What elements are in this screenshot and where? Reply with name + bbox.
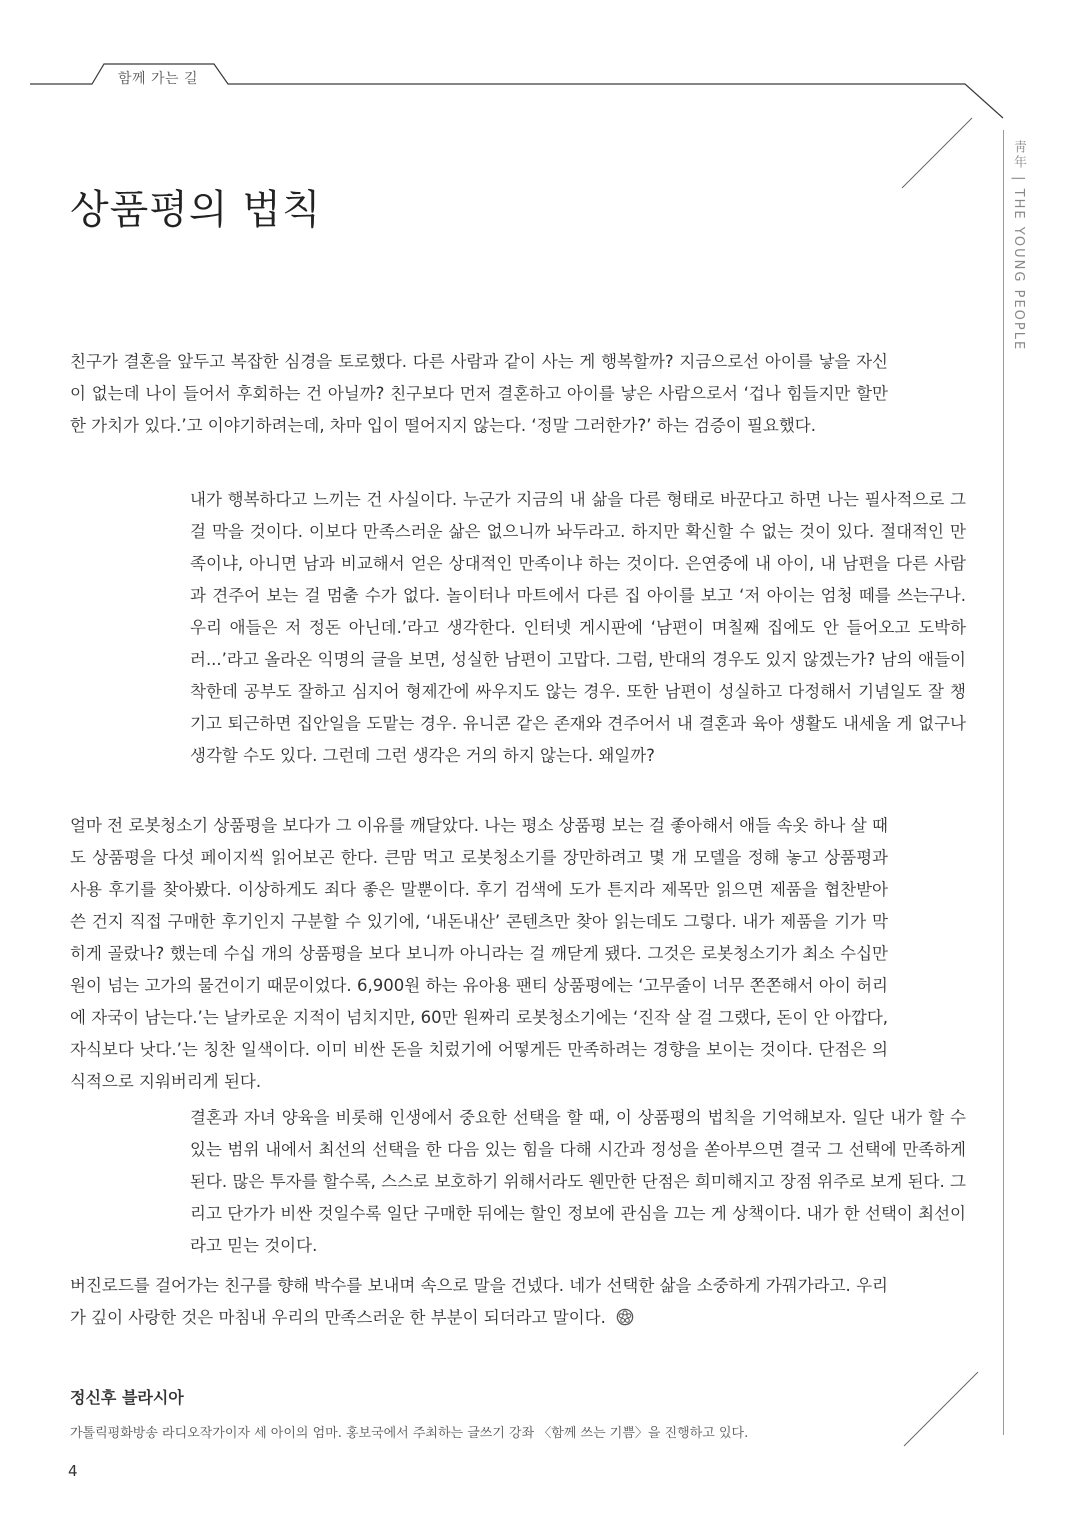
article-title: 상품평의 법칙 <box>70 187 322 233</box>
closing-text: 버진로드를 걸어가는 친구를 향해 박수를 보내며 속으로 말을 건넸다. 네가 선택한 삶을 소중하게 가꿔가라고. 우리가 깊이 사랑한 것은 마침내 우리의 만족스러운 한 부분이 되더라고 말이다. <box>70 1276 888 1327</box>
end-mark-icon <box>616 1308 634 1326</box>
body-paragraph-3 <box>70 1270 888 1334</box>
author-name: 정신후 블라시아 <box>70 1388 184 1407</box>
indented-paragraph-1: 내가 행복하다고 느끼는 건 사실이다. 누군가 지금의 내 삶을 다른 형태로 바꾼다고 하면 나는 필사적으로 그걸 막을 것이다. 이보다 만족스러운 삶은 없으니까 놔두라고. 하지만 확신할 수 없는 것이 있다. 절대적인 만족이냐, 아니면 남과 비교해서 얻은 상대적인 만족이냐 하는 것이다. 은연중에 내 아이, 내 남편을 다른 사람과 견주어 보는 걸 멈출 수가 없다. 놀이터나 마트에서 다른 집 아이를 보고 ‘저 아이는 엄청 떼를 쓰는구나. 우리 애들은 저 정돈 아닌데.’라고 생각한다. 인터넷 게시판에 ‘남편이 며칠째 집에도 안 들어오고 도박하러...’라고 올라온 익명의 글을 보면, 성실한 남편이 고맙다. 그럼, 반대의 경우도 있지 않겠는가? 남의 애들이 착한데 공부도 잘하고 심지어 형제간에 싸우지도 않는 경우. 또한 남편이 성실하고 다정해서 기념일도 잘 챙기고 퇴근하면 집안일을 도맡는 경우. 유니콘 같은 존재와 견주어서 내 결혼과 육아 생활도 내세울 게 없구나 생각할 수도 있다. 그런데 그런 생각은 거의 하지 않는다. 왜일까? <box>190 490 966 765</box>
side-divider <box>1003 130 1004 1435</box>
indented-paragraph-2: 결혼과 자녀 양육을 비롯해 인생에서 중요한 선택을 할 때, 이 상품평의 법칙을 기억해보자. 일단 내가 할 수 있는 범위 내에서 최선의 선택을 한 다음 있는 힘을 다해 시간과 정성을 쏟아부으면 결국 그 선택에 만족하게 된다. 많은 투자를 할수록, 스스로 보호하기 위해서라도 웬만한 단점은 희미해지고 장점 위주로 보게 된다. 그리고 단가가 비싼 것일수록 일단 구매한 뒤에는 할인 정보에 관심을 끄는 게 상책이다. 내가 한 선택이 최선이라고 믿는 것이다. <box>190 1108 966 1255</box>
section-label: 함께 가는 길 <box>118 71 199 87</box>
page-number: 4 <box>68 1462 78 1480</box>
author-bio: 가톨릭평화방송 라디오작가이자 세 아이의 엄마. 홍보국에서 주최하는 글쓰기 강좌 〈함께 쓰는 기쁨〉을 진행하고 있다. <box>70 1426 749 1441</box>
body-paragraph-2: 얼마 전 로봇청소기 상품평을 보다가 그 이유를 깨달았다. 나는 평소 상품평 보는 걸 좋아해서 애들 속옷 하나 살 때도 상품평을 다섯 페이지씩 읽어보곤 한다. 큰맘 먹고 로봇청소기를 장만하려고 몇 개 모델을 정해 놓고 상품평과 사용 후기를 찾아봤다. 이상하게도 죄다 좋은 말뿐이다. 후기 검색에 도가 튼지라 제목만 읽으면 제품을 협찬받아 쓴 건지 직접 구매한 후기인지 구분할 수 있기에, ‘내돈내산’ 콘텐츠만 찾아 읽는데도 그렇다. 내가 제품을 기가 막히게 골랐나? 했는데 수십 개의 상품평을 보다 보니까 아니라는 걸 깨닫게 됐다. 그것은 로봇청소기가 최소 수십만 원이 넘는 고가의 물건이기 때문이었다. 6,900원 하는 유아용 팬티 상품평에는 ‘고무줄이 너무 쫀쫀해서 아이 허리에 자국이 남는다.’는 날카로운 지적이 넘치지만, 60만 원짜리 로봇청소기에는 ‘진작 살 걸 그랬다, 돈이 안 아깝다, 자식보다 낫다.’는 칭찬 일색이다. 이미 비싼 돈을 치렀기에 어떻게든 만족하려는 경향을 보이는 것이다. 단점은 의식적으로 지워버리게 된다. <box>70 816 888 1091</box>
side-magazine-label: 靑年 | THE YOUNG PEOPLE <box>1011 140 1026 352</box>
body-paragraph-1: 친구가 결혼을 앞두고 복잡한 심경을 토로했다. 다른 사람과 같이 사는 게 행복할까? 지금으로선 아이를 낳을 자신이 없는데 나이 들어서 후회하는 건 아닐까? 친구보다 먼저 결혼하고 아이를 낳은 사람으로서 ‘겁나 힘들지만 할만한 가치가 있다.’고 이야기하려는데, 차마 입이 떨어지지 않는다. ‘정말 그러한가?’ 하는 검증이 필요했다. <box>70 352 888 435</box>
